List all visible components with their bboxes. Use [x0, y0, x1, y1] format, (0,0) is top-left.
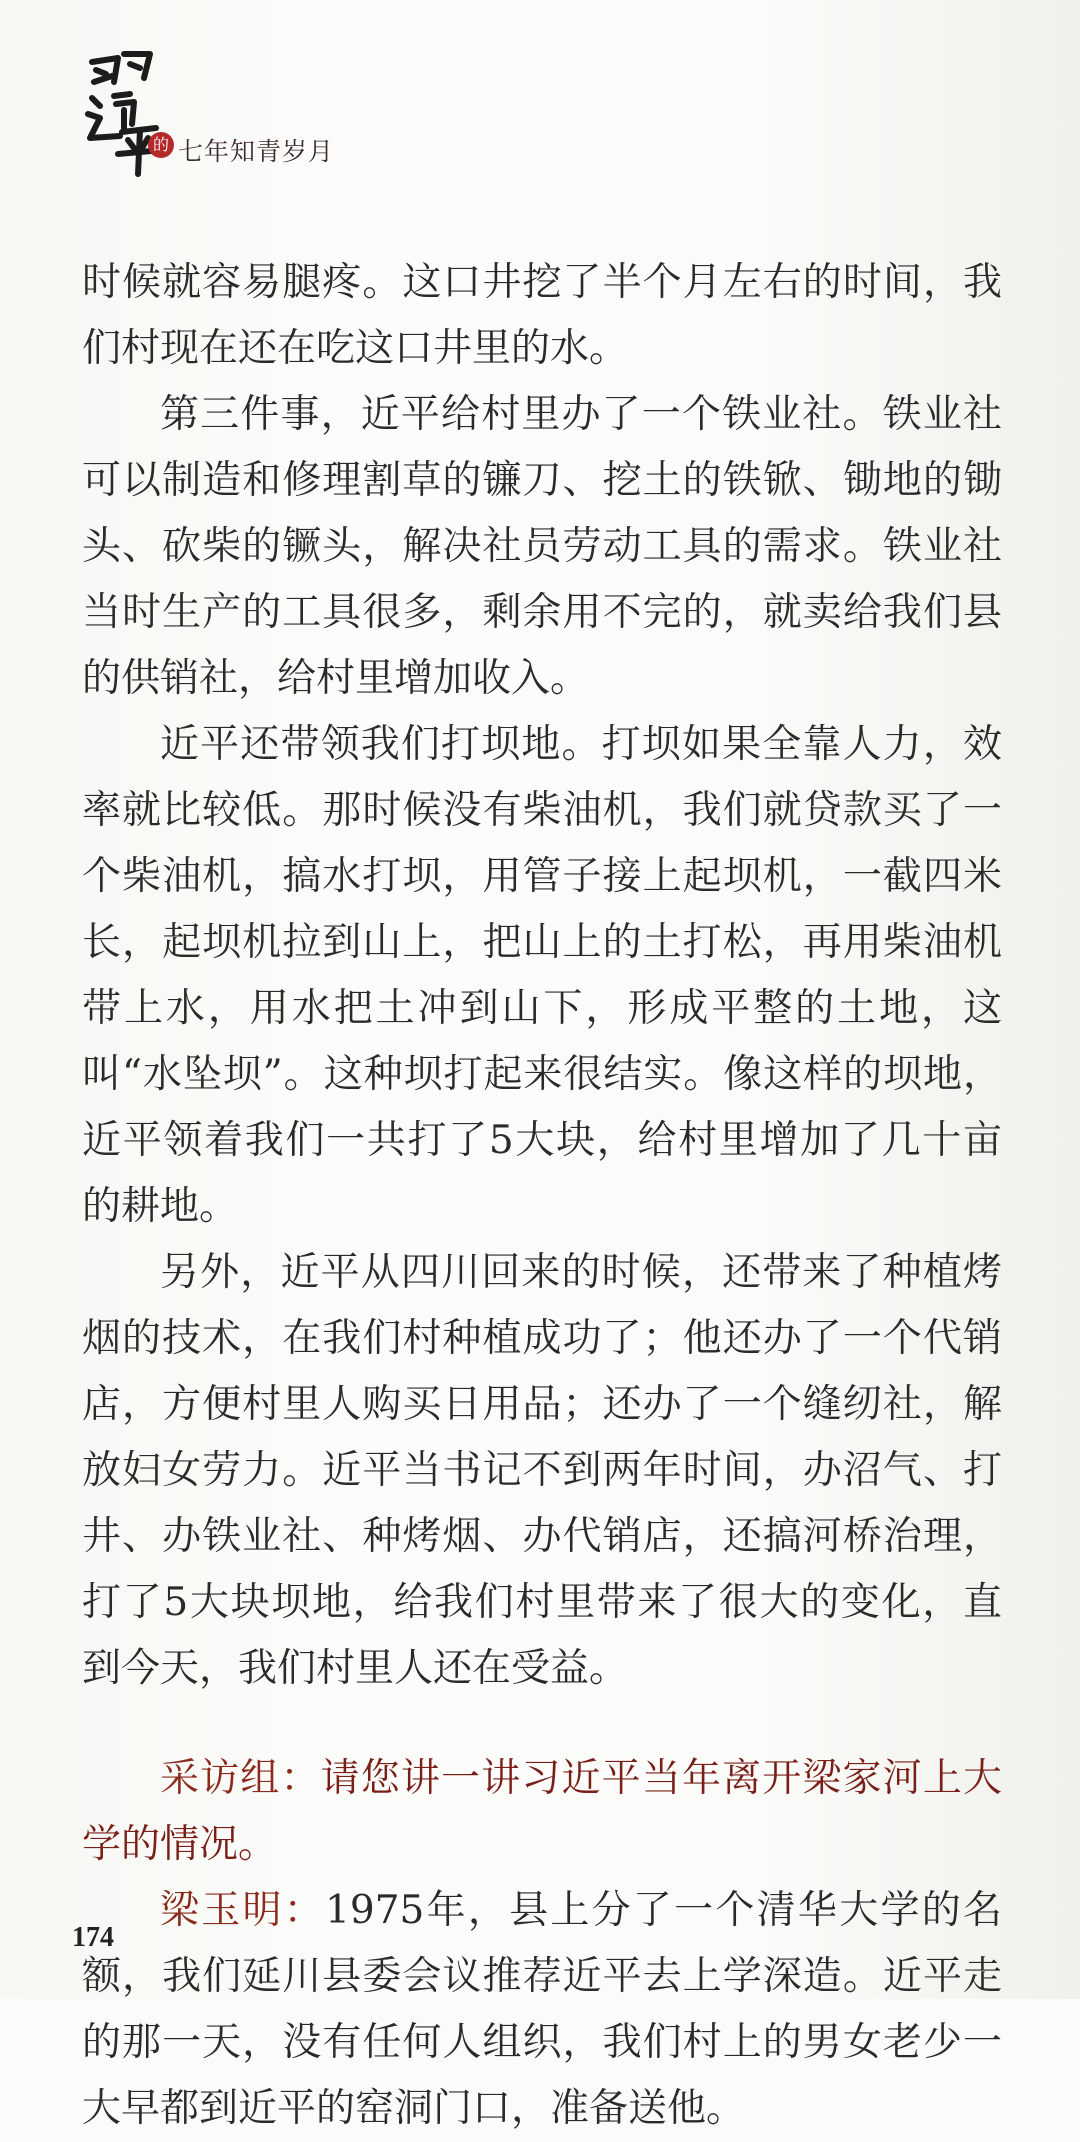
paragraph-1: 时候就容易腿疼。这口井挖了半个月左右的时间，我们村现在还在吃这口井里的水。: [82, 260, 1002, 371]
interviewer-label: 采访组：: [160, 1756, 321, 1801]
answer-text: 1975年，县上分了一个清华大学的名额，我们延川县委会议推荐近平去上学深造。近平走的那一天，没有任何人组织，我们村上的男女老少一大早都到近平的窑洞门口，准备送他。: [82, 1888, 1002, 2131]
page-body: [82, 250, 1002, 2142]
running-header: [78, 48, 418, 178]
section-gap: [82, 1702, 1002, 1746]
interviewee-label: 梁玉明：: [160, 1888, 326, 1933]
seal-badge: 的: [148, 132, 174, 158]
interview-answer: [82, 1878, 1002, 2142]
paragraph-2: 第三件事，近平给村里办了一个铁业社。铁业社可以制造和修理割草的镰刀、挖土的铁锨、锄地的锄头、砍柴的镢头，解决社员劳动工具的需求。铁业社当时生产的工具很多，剩余用不完的，就卖给我们县的供销社，给村里增加收入。: [82, 392, 1002, 701]
interview-question: [82, 1746, 1002, 1878]
calligraphy-logo: [78, 48, 168, 178]
question-text: 请您讲一讲习近平当年离开梁家河上大学的情况。: [82, 1756, 1002, 1867]
book-title: 七年知青岁月: [178, 137, 335, 166]
page-number: 174: [72, 1922, 114, 1953]
paragraph-3: 近平还带领我们打坝地。打坝如果全靠人力，效率就比较低。那时候没有柴油机，我们就贷款买了一个柴油机，搞水打坝，用管子接上起坝机，一截四米长，起坝机拉到山上，把山上的土打松，再用柴油机带上水，用水把土冲到山下，形成平整的土地，这叫“水坠坝”。这种坝打起来很结实。像这样的坝地，近平领着我们一共打了5大块，给村里增加了几十亩的耕地。: [82, 722, 1002, 1229]
paragraph-4: 另外，近平从四川回来的时候，还带来了种植烤烟的技术，在我们村种植成功了；他还办了一个代销店，方便村里人购买日用品；还办了一个缝纫社，解放妇女劳力。近平当书记不到两年时间，办沼气、打井、办铁业社、种烤烟、办代销店，还搞河桥治理，打了5大块坝地，给我们村里带来了很大的变化，直到今天，我们村里人还在受益。: [82, 1250, 1002, 1691]
